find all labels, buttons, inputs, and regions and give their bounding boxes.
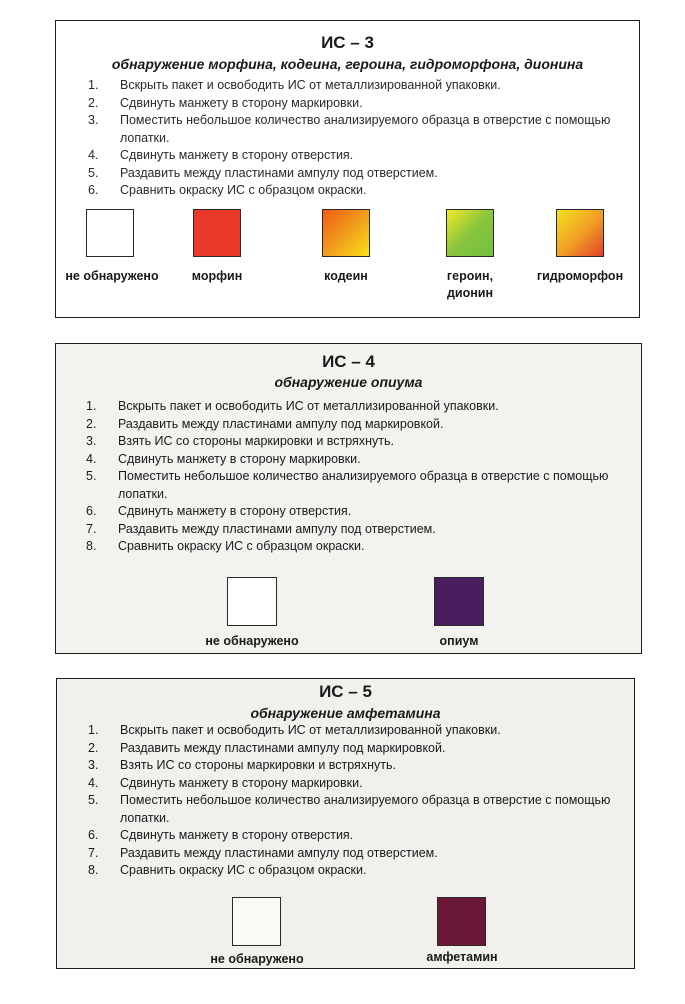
swatch-label: не обнаружено [210, 952, 304, 966]
step-number: 2. [88, 95, 99, 110]
color-swatch-amphetamine [437, 897, 486, 946]
swatch-label: не обнаружено [205, 634, 299, 648]
step-number: 2. [88, 740, 99, 755]
card-is-4 [55, 343, 642, 654]
step-number: 3. [88, 758, 99, 772]
step-number: 6. [86, 504, 97, 518]
step-text: Раздавить между пластинами ампулу под отверстием. [120, 845, 438, 860]
step-text: Раздавить между пластинами ампулу под маркировкой. [120, 740, 446, 755]
card-title: ИС – 5 [319, 682, 372, 701]
step-text: Сравнить окраску ИС с образцом окраски. [120, 183, 367, 197]
step-text: Сдвинуть манжету в сторону маркировки. [120, 775, 363, 790]
step-text: Сдвинуть манжету в сторону маркировки. [118, 451, 361, 466]
color-swatch-opium [434, 577, 484, 626]
instruction-step [86, 398, 636, 416]
step-number: 8. [86, 539, 97, 553]
step-text: Сравнить окраску ИС с образцом окраски. [118, 539, 365, 553]
instruction-step [86, 416, 636, 434]
card-title: ИС – 3 [321, 33, 374, 52]
instruction-step [88, 722, 633, 740]
instruction-step [88, 740, 633, 758]
step-text: Раздавить между пластинами ампулу под отверстием. [118, 521, 436, 536]
step-number: 7. [88, 845, 99, 860]
step-text: Раздавить между пластинами ампулу под отверстием. [120, 165, 438, 180]
step-text: Сдвинуть манжету в сторону отверстия. [118, 504, 352, 518]
step-text: Сдвинуть манжету в сторону отверстия. [120, 148, 354, 162]
step-text: Сдвинуть манжету в сторону маркировки. [120, 95, 363, 110]
instruction-step [88, 77, 613, 95]
color-swatch-codeine [322, 209, 370, 257]
instruction-step [86, 538, 636, 556]
instruction-step [88, 182, 613, 200]
swatch-label: гидроморфон [536, 269, 624, 283]
step-number: 3. [88, 113, 99, 127]
instruction-step [86, 451, 636, 469]
step-number: 3. [86, 434, 97, 448]
step-text: Поместить небольшое количество анализируемого образца в отверстие с помощью лопатки. [120, 793, 611, 825]
card-subtitle: обнаружение амфетамина [250, 705, 441, 721]
color-swatch-not-detected [227, 577, 277, 626]
step-number: 5. [86, 469, 97, 483]
step-number: 4. [88, 775, 99, 790]
step-text: Поместить небольшое количество анализируемого образца в отверстие с помощью лопатки. [118, 469, 609, 501]
instruction-list [88, 722, 633, 880]
card-subtitle: обнаружение опиума [274, 374, 423, 390]
swatch-label: кодеин [324, 269, 368, 283]
step-text: Поместить небольшое количество анализируемого образца в отверстие с помощью лопатки. [120, 113, 611, 145]
instruction-step [88, 112, 613, 147]
instruction-step [88, 775, 633, 793]
instruction-step [88, 165, 613, 183]
instruction-step [88, 792, 633, 827]
card-is-5 [56, 678, 635, 969]
instruction-step [86, 433, 636, 451]
step-text: Вскрыть пакет и освободить ИС от металлизированной упаковки. [120, 78, 501, 92]
step-number: 1. [88, 78, 99, 92]
card-is-3 [55, 20, 640, 318]
step-text: Вскрыть пакет и освободить ИС от металлизированной упаковки. [120, 723, 501, 737]
step-number: 2. [86, 416, 97, 431]
step-number: 1. [86, 399, 97, 413]
swatch-label: опиум [439, 634, 479, 648]
instruction-step [86, 503, 636, 521]
step-number: 4. [88, 148, 99, 162]
swatch-label: морфин [191, 269, 243, 283]
instruction-step [88, 147, 613, 165]
instruction-step [88, 95, 613, 113]
instruction-list [88, 77, 613, 200]
color-swatch-not-detected [86, 209, 134, 257]
swatch-label: не обнаружено [65, 269, 159, 283]
step-number: 1. [88, 723, 99, 737]
instruction-step [88, 862, 633, 880]
step-number: 5. [88, 793, 99, 807]
instruction-step [88, 827, 633, 845]
swatch-label: амфетамин [426, 950, 498, 964]
step-number: 7. [86, 521, 97, 536]
color-swatch-heroin-dionine [446, 209, 494, 257]
step-text: Вскрыть пакет и освободить ИС от металлизированной упаковки. [118, 399, 499, 413]
step-number: 6. [88, 183, 99, 197]
color-swatch-not-detected [232, 897, 281, 946]
instruction-list [86, 398, 636, 556]
instruction-step [86, 521, 636, 539]
step-number: 5. [88, 165, 99, 180]
color-swatch-morphine [193, 209, 241, 257]
step-text: Сравнить окраску ИС с образцом окраски. [120, 863, 367, 877]
card-title: ИС – 4 [322, 352, 375, 371]
color-swatch-hydromorphone [556, 209, 604, 257]
instruction-step [88, 757, 633, 775]
step-text: Раздавить между пластинами ампулу под маркировкой. [118, 416, 444, 431]
step-number: 6. [88, 828, 99, 842]
instruction-step [86, 468, 636, 503]
step-text: Сдвинуть манжету в сторону отверстия. [120, 828, 354, 842]
step-text: Взять ИС со стороны маркировки и встряхнуть. [118, 434, 394, 448]
swatch-label: героин, дионин [446, 269, 494, 300]
card-subtitle: обнаружение морфина, кодеина, героина, гидроморфона, дионина [111, 56, 584, 72]
instruction-step [88, 845, 633, 863]
step-number: 8. [88, 863, 99, 877]
step-text: Взять ИС со стороны маркировки и встряхнуть. [120, 758, 396, 772]
step-number: 4. [86, 451, 97, 466]
